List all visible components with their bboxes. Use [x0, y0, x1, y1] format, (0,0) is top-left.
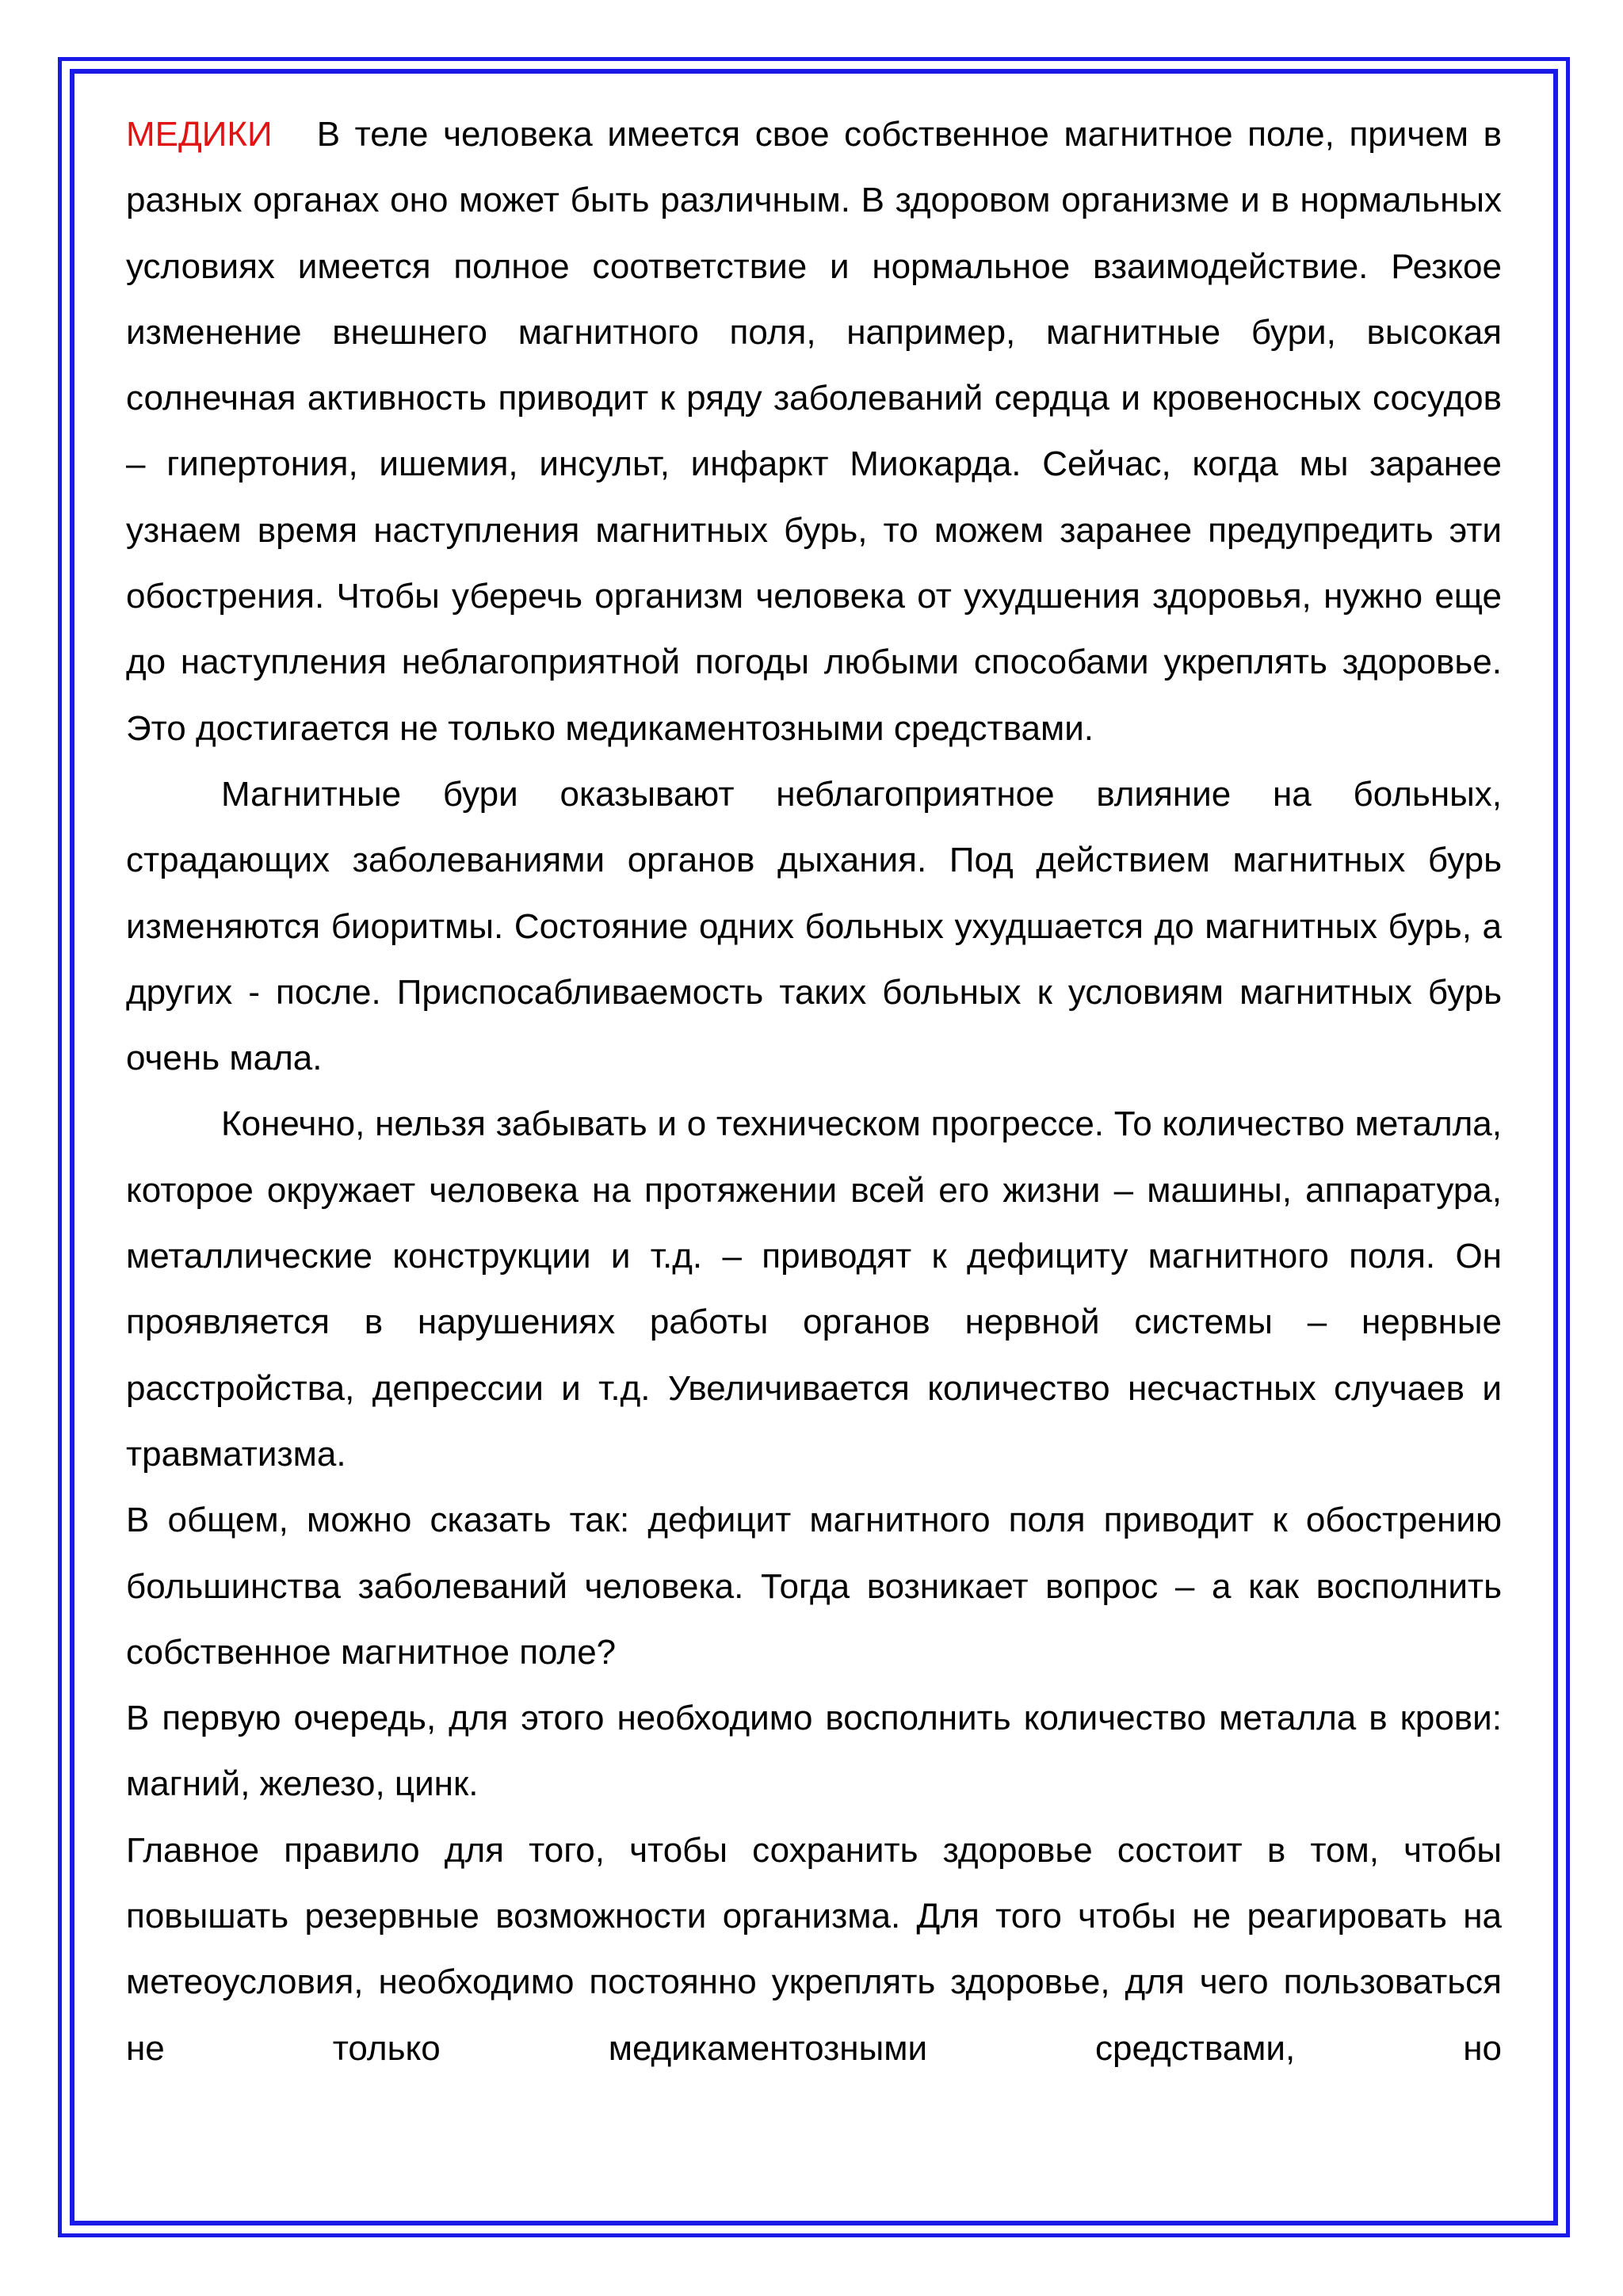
- document-body: [126, 101, 1502, 2081]
- paragraph-5: В первую очередь, для этого необходимо восполнить количество металла в крови: магний, железо, цинк.: [126, 1699, 1502, 1804]
- paragraph-6: Главное правило для того, чтобы сохранить здоровье состоит в том, чтобы повышать резервные возможности организма. Для того чтобы не реагировать на метеоусловия, необходимо постоянно укреплять здоровье, для чего пользоваться не только медикаментозными средствами, но: [126, 1830, 1502, 2068]
- paragraph-4: В общем, можно сказать так: дефицит магнитного поля приводит к обострению большинства заболеваний человека. Тогда возникает вопрос – а как восполнить собственное магнитное поле?: [126, 1501, 1502, 1672]
- paragraph-2: Магнитные бури оказывают неблагоприятное влияние на больных, страдающих заболеваниями органов дыхания. Под действием магнитных бурь изменяются биоритмы. Состояние одних больных ухудшается до магнитных бурь, а других - после. Приспосабливаемость таких больных к условиям магнитных бурь очень мала.: [126, 774, 1502, 1078]
- document-title: МЕДИКИ: [126, 115, 273, 154]
- paragraph-3: Конечно, нельзя забывать и о техническом прогрессе. То количество металла, которое окружает человека на протяжении всей его жизни – машины, аппаратура, металлические конструкции и т.д. – приводят к дефициту магнитного поля. Он проявляется в нарушениях работы органов нервной системы – нервные расстройства, депрессии и т.д. Увеличивается количество несчастных случаев и травматизма.: [126, 1104, 1502, 1474]
- paragraph-1-text: В теле человека имеется свое собственное магнитное поле, причем в разных органах оно может быть различным. В здоровом организме и в нормальных условиях имеется полное соответствие и нормальное взаимодействие. Резкое изменение внешнего магнитного поля, например, магнитные бури, высокая солнечная активность приводит к ряду заболеваний сердца и кровеносных сосудов – гипертония, ишемия, инсульт, инфаркт Миокарда. Сейчас, когда мы заранее узнаем время наступления магнитных бурь, то можем заранее предупредить эти обострения. Чтобы уберечь организм человека от ухудшения здоровья, нужно еще до наступления неблагоприятной погоды любыми способами укреплять здоровье. Это достигается не только медикаментозными средствами.: [126, 115, 1502, 748]
- paragraph-1: [126, 101, 1502, 761]
